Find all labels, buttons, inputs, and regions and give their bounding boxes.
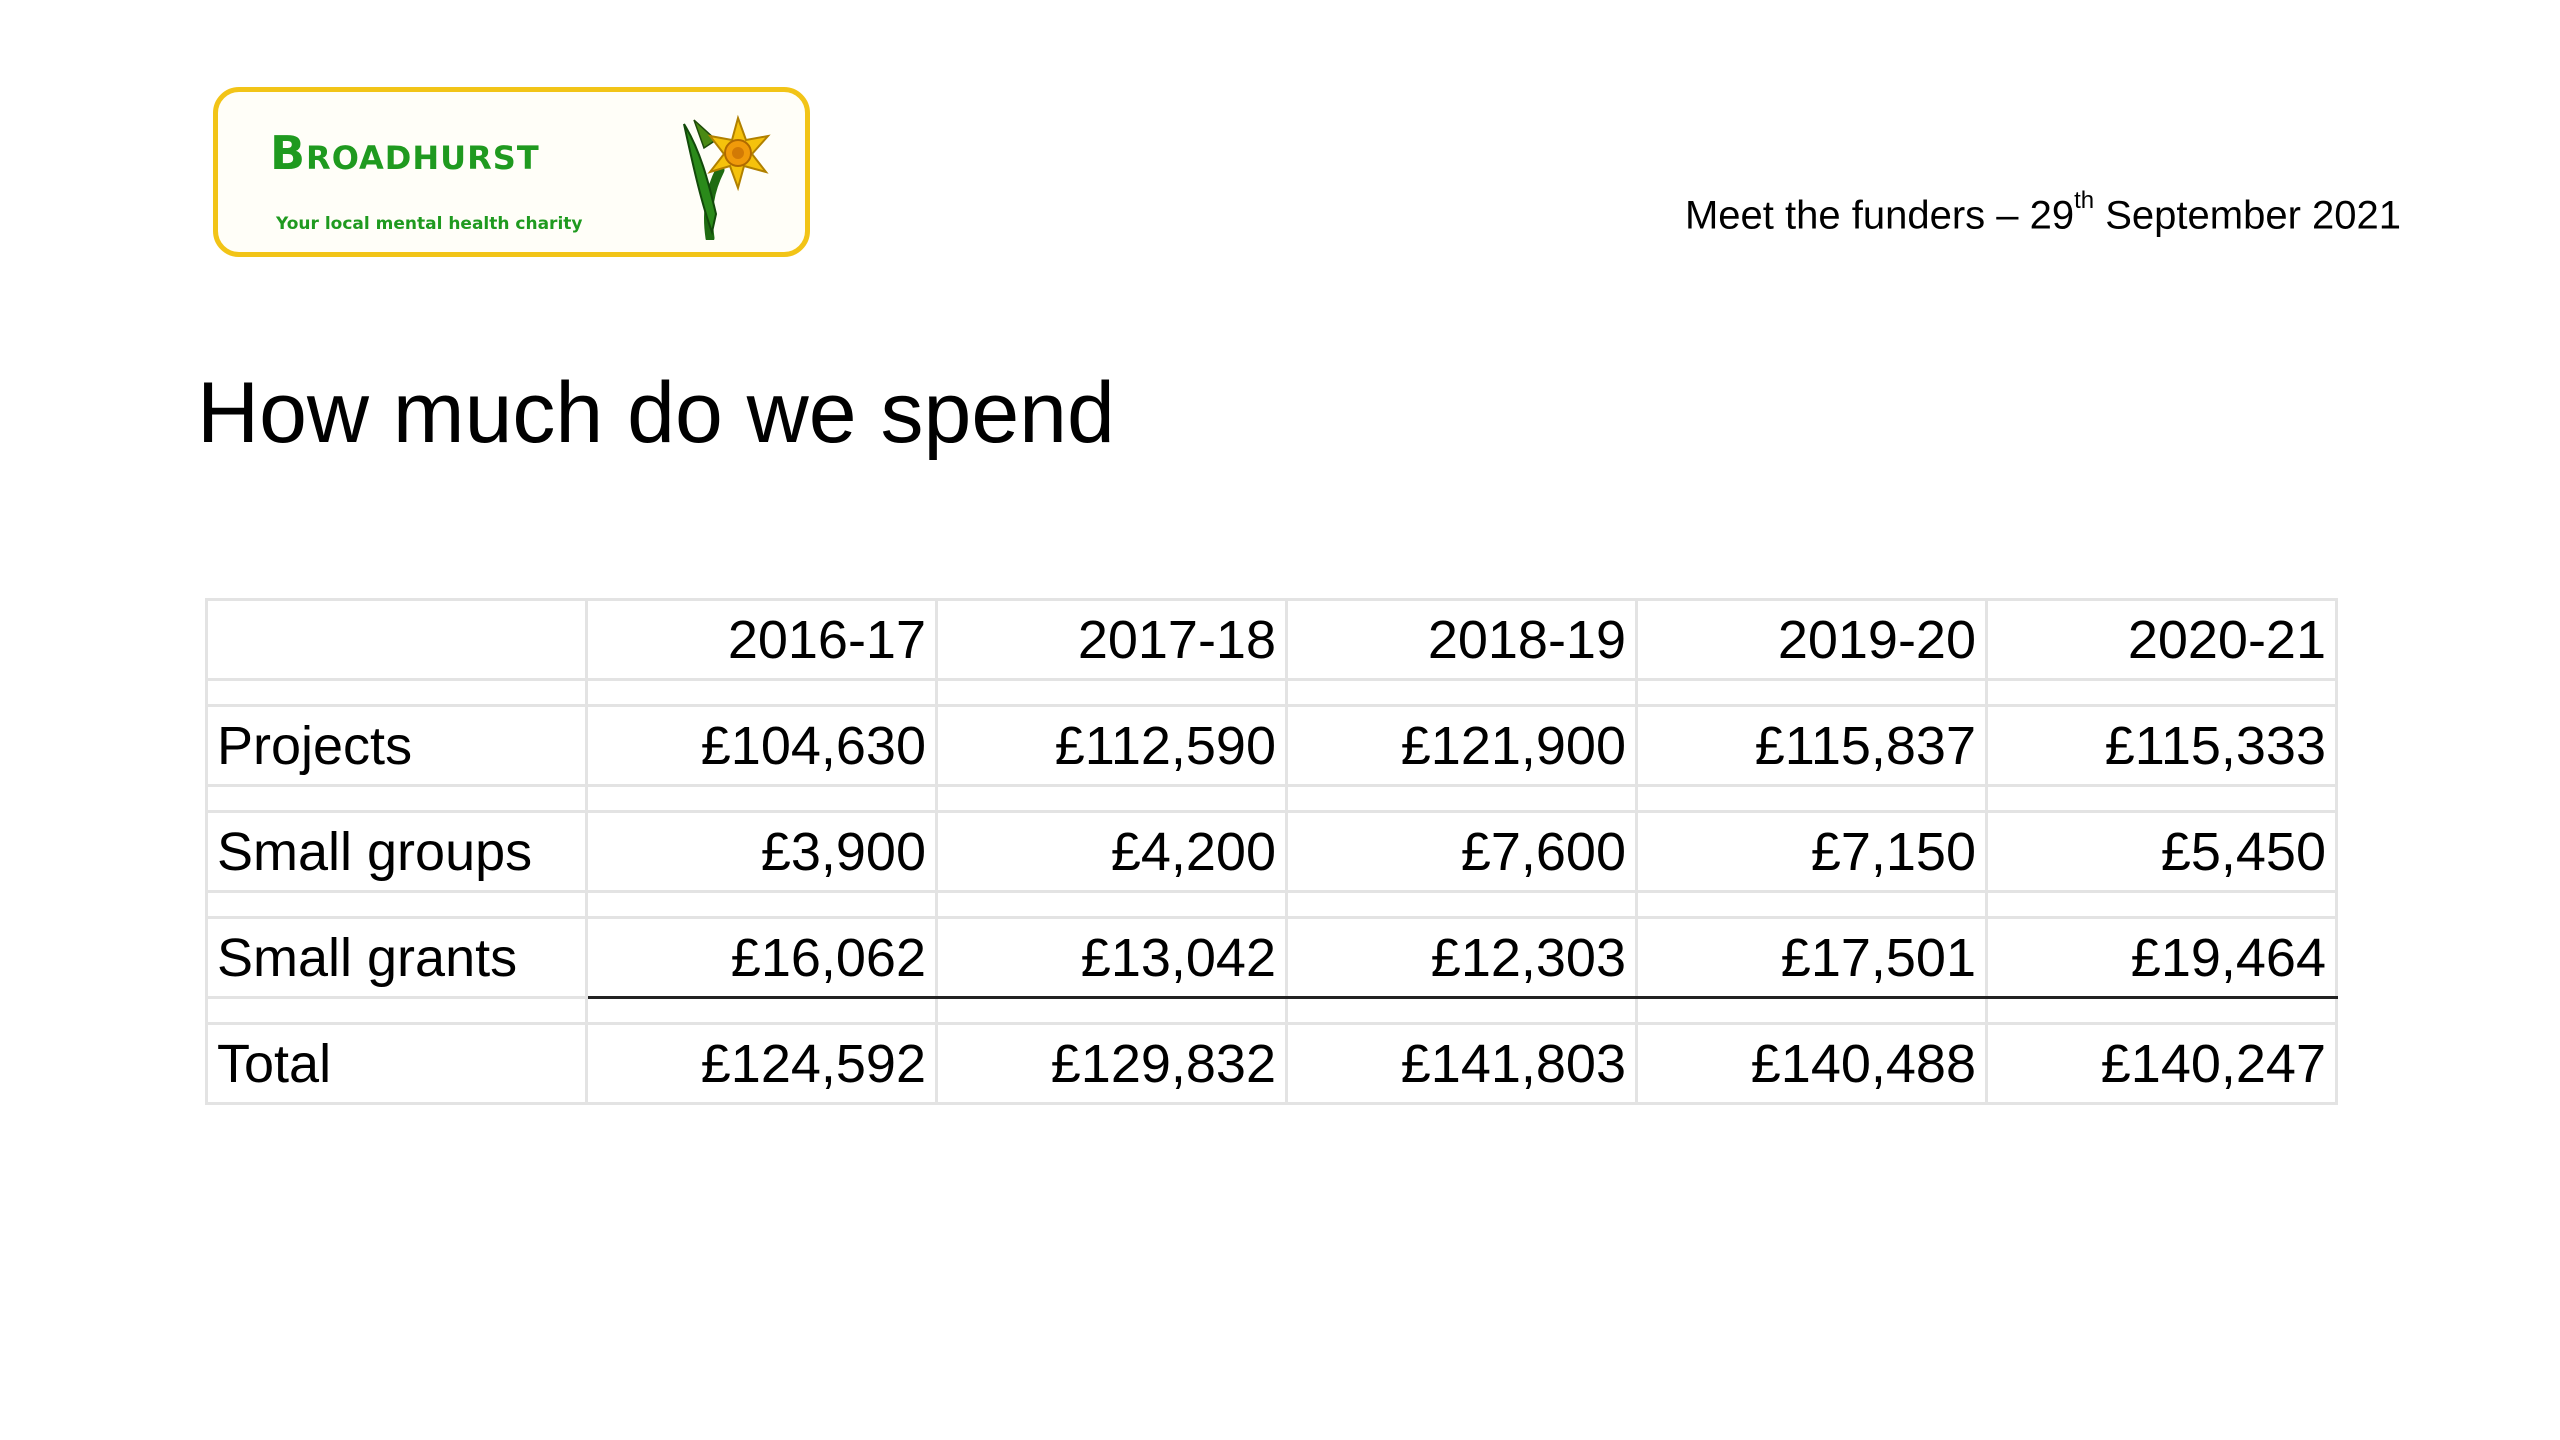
- total-row: [207, 1024, 2337, 1104]
- event-info: [1684, 187, 2401, 238]
- table-cell: £19,464: [1987, 918, 2337, 998]
- event-text: Meet the funders – 29: [1684, 193, 2075, 238]
- table-row: [207, 918, 2337, 998]
- header-cell: 2017-18: [937, 600, 1287, 680]
- table-row: [207, 706, 2337, 786]
- table-cell: £115,837: [1637, 706, 1987, 786]
- total-label: Total: [207, 1024, 587, 1104]
- table-row: [207, 812, 2337, 892]
- spacer-row: [207, 998, 2337, 1024]
- total-cell: £140,247: [1987, 1024, 2337, 1104]
- logo-name: Broadhurst: [270, 126, 540, 180]
- table-cell: £17,501: [1637, 918, 1987, 998]
- header-cell: [207, 600, 587, 680]
- table-cell: £115,333: [1987, 706, 2337, 786]
- broadhurst-logo: [213, 87, 810, 257]
- table-cell: £7,600: [1287, 812, 1637, 892]
- table-cell: £16,062: [587, 918, 937, 998]
- table-cell: £5,450: [1987, 812, 2337, 892]
- page-title: How much do we spend: [197, 365, 1115, 461]
- spending-table: [205, 598, 2338, 1105]
- header-cell: 2019-20: [1637, 600, 1987, 680]
- row-label: Projects: [207, 706, 587, 786]
- spacer-row: [207, 892, 2337, 918]
- event-date: September 2021: [2094, 193, 2401, 238]
- table-cell: £4,200: [937, 812, 1287, 892]
- total-cell: £141,803: [1287, 1024, 1637, 1104]
- row-label: Small grants: [207, 918, 587, 998]
- total-cell: £124,592: [587, 1024, 937, 1104]
- header-cell: 2020-21: [1987, 600, 2337, 680]
- date-suffix: th: [2074, 187, 2095, 214]
- logo-tagline: Your local mental health charity: [276, 214, 583, 234]
- row-label: Small groups: [207, 812, 587, 892]
- total-cell: £129,832: [937, 1024, 1287, 1104]
- header-row: [207, 600, 2337, 680]
- table-cell: £7,150: [1637, 812, 1987, 892]
- total-cell: £140,488: [1637, 1024, 1987, 1104]
- spacer-row: [207, 786, 2337, 812]
- header-cell: 2018-19: [1287, 600, 1637, 680]
- table-cell: £112,590: [937, 706, 1287, 786]
- table-cell: £104,630: [587, 706, 937, 786]
- table-cell: £12,303: [1287, 918, 1637, 998]
- spacer-row: [207, 680, 2337, 706]
- table-cell: £13,042: [937, 918, 1287, 998]
- table-cell: £3,900: [587, 812, 937, 892]
- header-cell: 2016-17: [587, 600, 937, 680]
- table-cell: £121,900: [1287, 706, 1637, 786]
- daffodil-icon: [680, 110, 780, 240]
